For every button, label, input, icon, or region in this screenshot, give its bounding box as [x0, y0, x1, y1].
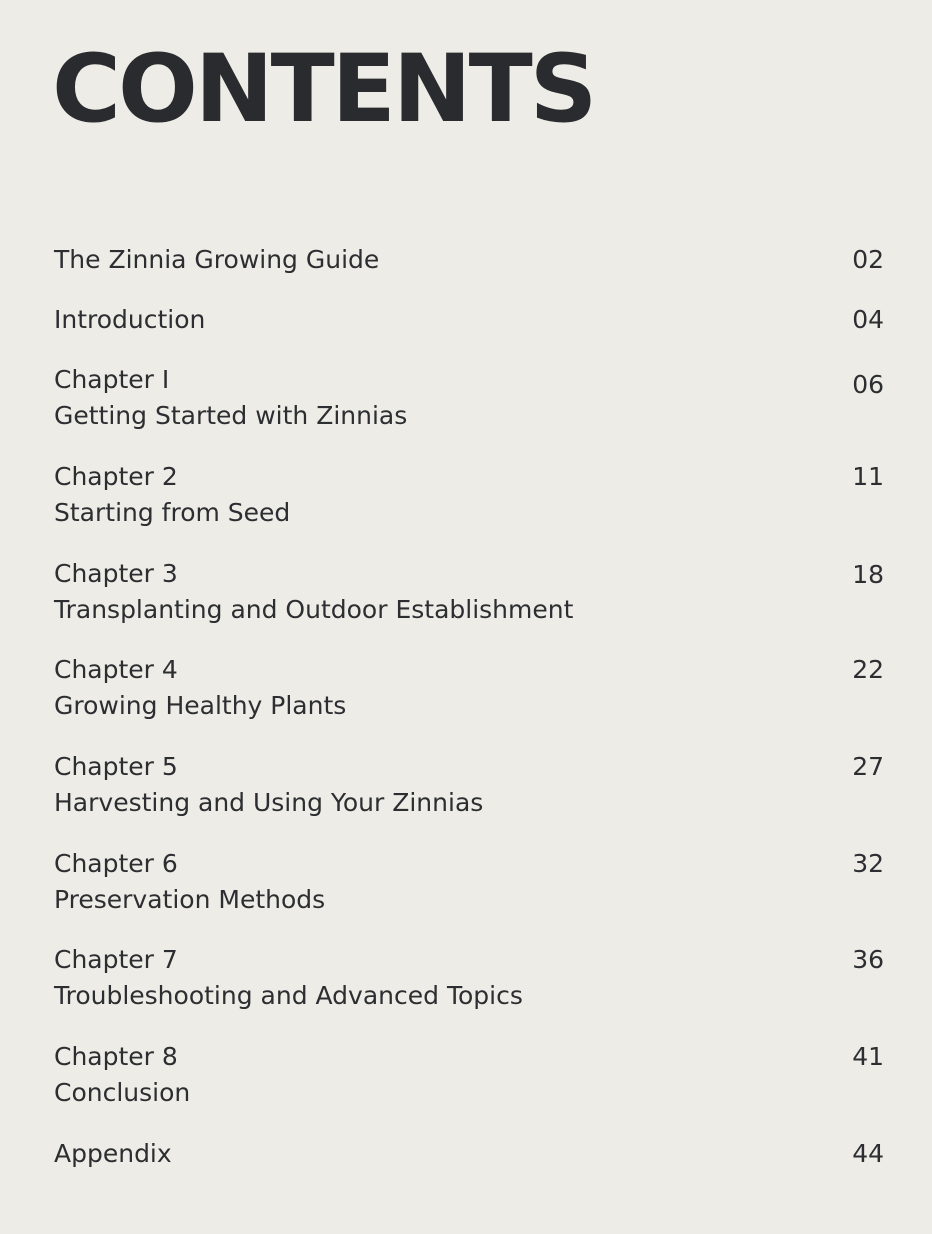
toc-chapter-label: Chapter 7 [54, 945, 178, 974]
toc-chapter-label: Chapter 2 [54, 462, 178, 491]
toc-entry-title: The Zinnia Growing Guide [54, 245, 380, 274]
toc-chapter-label: Chapter 6 [54, 849, 178, 878]
toc-entry-chapter-7[interactable] [54, 942, 884, 1014]
toc-page-number: 06 [852, 370, 884, 399]
toc-page-number: 18 [852, 560, 884, 589]
toc-chapter-label: Chapter I [54, 365, 170, 394]
toc-entry-zinnia-growing-guide[interactable] [54, 242, 884, 278]
toc-chapter-label: Chapter 3 [54, 559, 178, 588]
page-title: CONTENTS [52, 35, 595, 144]
table-of-contents [54, 0, 884, 1234]
toc-entry-chapter-2[interactable] [54, 459, 884, 531]
toc-chapter-title: Harvesting and Using Your Zinnias [54, 788, 484, 817]
toc-chapter-title: Transplanting and Outdoor Establishment [54, 595, 574, 624]
toc-chapter-label: Chapter 5 [54, 752, 178, 781]
toc-entry-introduction[interactable] [54, 302, 884, 338]
toc-chapter-title: Preservation Methods [54, 885, 326, 914]
toc-chapter-label: Chapter 8 [54, 1042, 178, 1071]
toc-entry-chapter-4[interactable] [54, 652, 884, 724]
toc-page-number: 44 [852, 1139, 884, 1168]
toc-chapter-title: Starting from Seed [54, 498, 291, 527]
toc-page-number: 11 [852, 462, 884, 491]
toc-page-number: 36 [852, 945, 884, 974]
toc-entry-chapter-3[interactable] [54, 556, 884, 628]
toc-page-number: 27 [852, 752, 884, 781]
toc-page-number: 02 [852, 245, 884, 274]
toc-chapter-title: Getting Started with Zinnias [54, 401, 408, 430]
toc-entry-chapter-8[interactable] [54, 1039, 884, 1111]
toc-chapter-title: Growing Healthy Plants [54, 691, 347, 720]
toc-chapter-title: Troubleshooting and Advanced Topics [54, 981, 523, 1010]
toc-entry-chapter-1[interactable] [54, 362, 884, 434]
toc-entry-chapter-6[interactable] [54, 846, 884, 918]
toc-entry-title: Appendix [54, 1139, 172, 1168]
toc-chapter-title: Conclusion [54, 1078, 191, 1107]
toc-chapter-label: Chapter 4 [54, 655, 178, 684]
toc-entry-title: Introduction [54, 305, 206, 334]
toc-entry-appendix[interactable] [54, 1136, 884, 1172]
toc-page-number: 22 [852, 655, 884, 684]
toc-page-number: 41 [852, 1042, 884, 1071]
toc-page-number: 04 [852, 305, 884, 334]
toc-entry-chapter-5[interactable] [54, 749, 884, 821]
toc-page-number: 32 [852, 849, 884, 878]
